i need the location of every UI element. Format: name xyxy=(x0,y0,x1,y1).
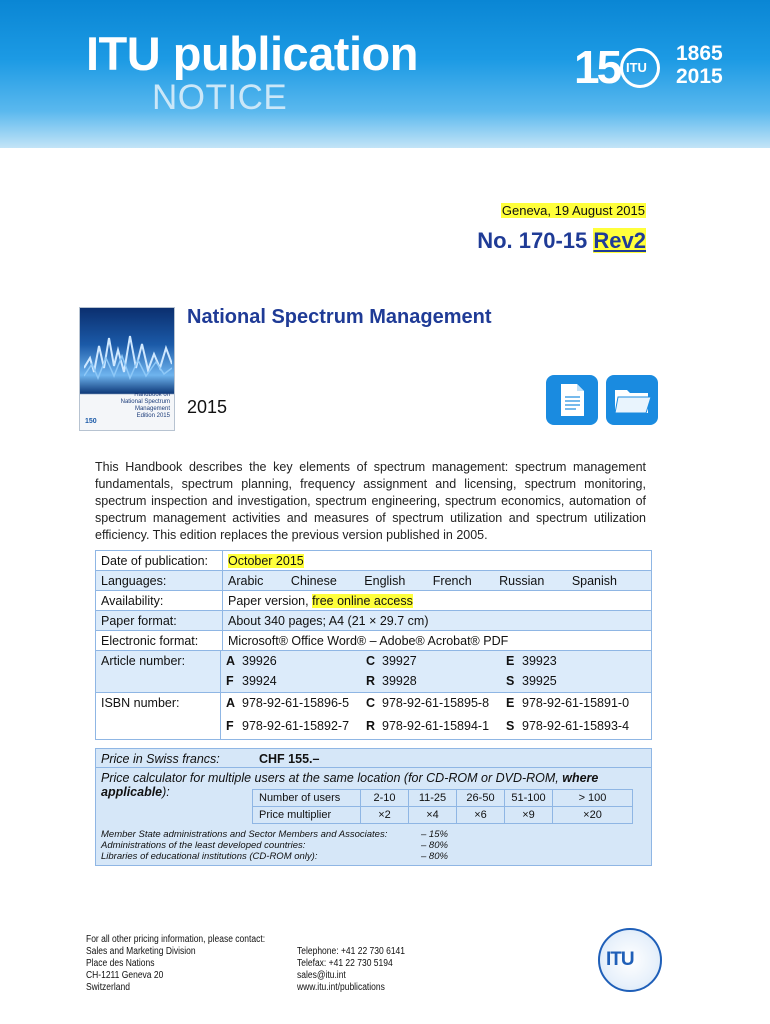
price-calculator-text: Price calculator for multiple users at the same location (for CD-ROM or DVD-ROM, where applicable): xyxy=(101,771,599,799)
row-paper-format: Paper format: About 340 pages; A4 (21 × 29.7 cm) xyxy=(96,611,651,631)
language-chinese[interactable]: Chinese xyxy=(290,574,337,588)
isbn-number: A 978-92-61-15896-5 xyxy=(226,696,350,710)
price-value: CHF 155.– xyxy=(259,752,320,766)
book-cover-image xyxy=(79,307,175,431)
article-number: A 39926 xyxy=(226,654,277,668)
discount-values: – 15% – 80% – 80% xyxy=(421,829,448,862)
header-subtitle: NOTICE xyxy=(152,78,288,117)
row-date: Date of publication: October 2015 xyxy=(96,551,651,571)
row-electronic-format: Electronic format: Microsoft® Office Word® – Adobe® Acrobat® PDF xyxy=(96,631,651,651)
language-french[interactable]: French xyxy=(432,574,472,588)
telefax: Telefax: +41 22 730 5194 xyxy=(297,958,393,969)
publication-description: This Handbook describes the key elements of spectrum management: spectrum management fundamentals, spectrum planning, frequency assignment and licensing, spectrum monitoring, spectrum inspection and investigation, spectrum engineering, spectrum economics, automation of spectrum management activities and measures of spectrum utilization and spectrum utilization efficiency. This edition replaces the previous version published in 2005. xyxy=(95,460,646,542)
itu-logo-icon: ITU xyxy=(598,928,662,992)
anniversary-logo xyxy=(572,38,732,98)
article-number: F 39924 xyxy=(226,674,277,688)
isbn-grid xyxy=(221,693,651,739)
row-languages: Languages: Arabic Chinese English French Russian Spanish xyxy=(96,571,651,591)
isbn-number: C 978-92-61-15895-8 xyxy=(366,696,490,710)
itu-globe-icon: ITU xyxy=(620,48,660,88)
language-english[interactable]: English xyxy=(364,574,406,588)
anniversary-number: 15 xyxy=(574,41,620,93)
telephone: Telephone: +41 22 730 6141 xyxy=(297,946,406,957)
email-link[interactable]: sales@itu.int xyxy=(297,970,346,981)
price-label: Price in Swiss francs: xyxy=(101,752,220,766)
isbn-number: E 978-92-61-15891-0 xyxy=(506,696,630,710)
row-isbn: ISBN number: A 978-92-61-15896-5 C 978-92-61-15895-8 E 978-92-61-15891-0 F 978-92-61-15892-7 R 978-92-61-15894-1 S 978-92-61-15893-4 xyxy=(96,693,651,739)
publication-title[interactable]: National Spectrum Management xyxy=(187,306,492,328)
language-russian[interactable]: Russian xyxy=(499,574,545,588)
notice-number: No. 170-15 Rev2 xyxy=(477,228,646,253)
price-multiplier-table xyxy=(252,789,633,824)
cover-badge: 150 xyxy=(85,418,97,425)
website-link[interactable]: www.itu.int/publications xyxy=(297,982,385,993)
footer-contact: For all other pricing information, please contact: Sales and Marketing Division Place des Nations CH-1211 Geneva 20 Switzerland xyxy=(86,934,266,993)
article-number: C 39927 xyxy=(366,654,417,668)
language-spanish[interactable]: Spanish xyxy=(571,574,617,588)
cover-waveform xyxy=(84,328,172,388)
free-online-access-link[interactable]: free online access xyxy=(312,594,413,608)
isbn-number: S 978-92-61-15893-4 xyxy=(506,718,630,733)
article-number: S 39925 xyxy=(506,674,557,688)
footer-telecom xyxy=(297,946,405,994)
isbn-number: R 978-92-61-15894-1 xyxy=(366,718,490,733)
language-list xyxy=(223,571,651,590)
cover-title: Handbook on National Spectrum Management Edition 2015 xyxy=(120,392,170,419)
publication-info-table xyxy=(95,550,652,740)
document-icon xyxy=(546,375,598,425)
article-number-grid xyxy=(221,651,651,692)
row-article-number: Article number: A 39926 C 39927 E 39923 F 39924 R 39928 S 39925 xyxy=(96,651,651,693)
article-number: R 39928 xyxy=(366,674,417,688)
document-button[interactable] xyxy=(546,375,598,425)
users-row: Number of users 2-10 11-25 26-50 51-100 > 100 xyxy=(253,790,633,807)
article-number: E 39923 xyxy=(506,654,557,668)
notice-revision: Rev2 xyxy=(593,228,646,253)
pricing-box xyxy=(95,748,652,866)
folder-icon xyxy=(606,375,658,425)
discount-labels: Member State administrations and Sector Members and Associates: Administrations of the least developed countries: Libraries of educational institutions (CD-ROM only): xyxy=(101,829,388,862)
language-arabic[interactable]: Arabic xyxy=(228,574,264,588)
folder-button[interactable] xyxy=(606,375,658,425)
multiplier-row: Price multiplier ×2 ×4 ×6 ×9 ×20 xyxy=(253,807,633,824)
price-line xyxy=(96,749,651,768)
header-title: ITU publication xyxy=(86,27,418,80)
publication-date: October 2015 xyxy=(228,554,304,568)
publication-year: 2015 xyxy=(187,397,228,417)
anniversary-years: 1865 2015 xyxy=(676,42,723,88)
header-banner xyxy=(0,0,770,148)
row-availability: Availability: Paper version, free online access xyxy=(96,591,651,611)
notice-date: Geneva, 19 August 2015 xyxy=(501,203,645,218)
isbn-number: F 978-92-61-15892-7 xyxy=(226,718,350,733)
